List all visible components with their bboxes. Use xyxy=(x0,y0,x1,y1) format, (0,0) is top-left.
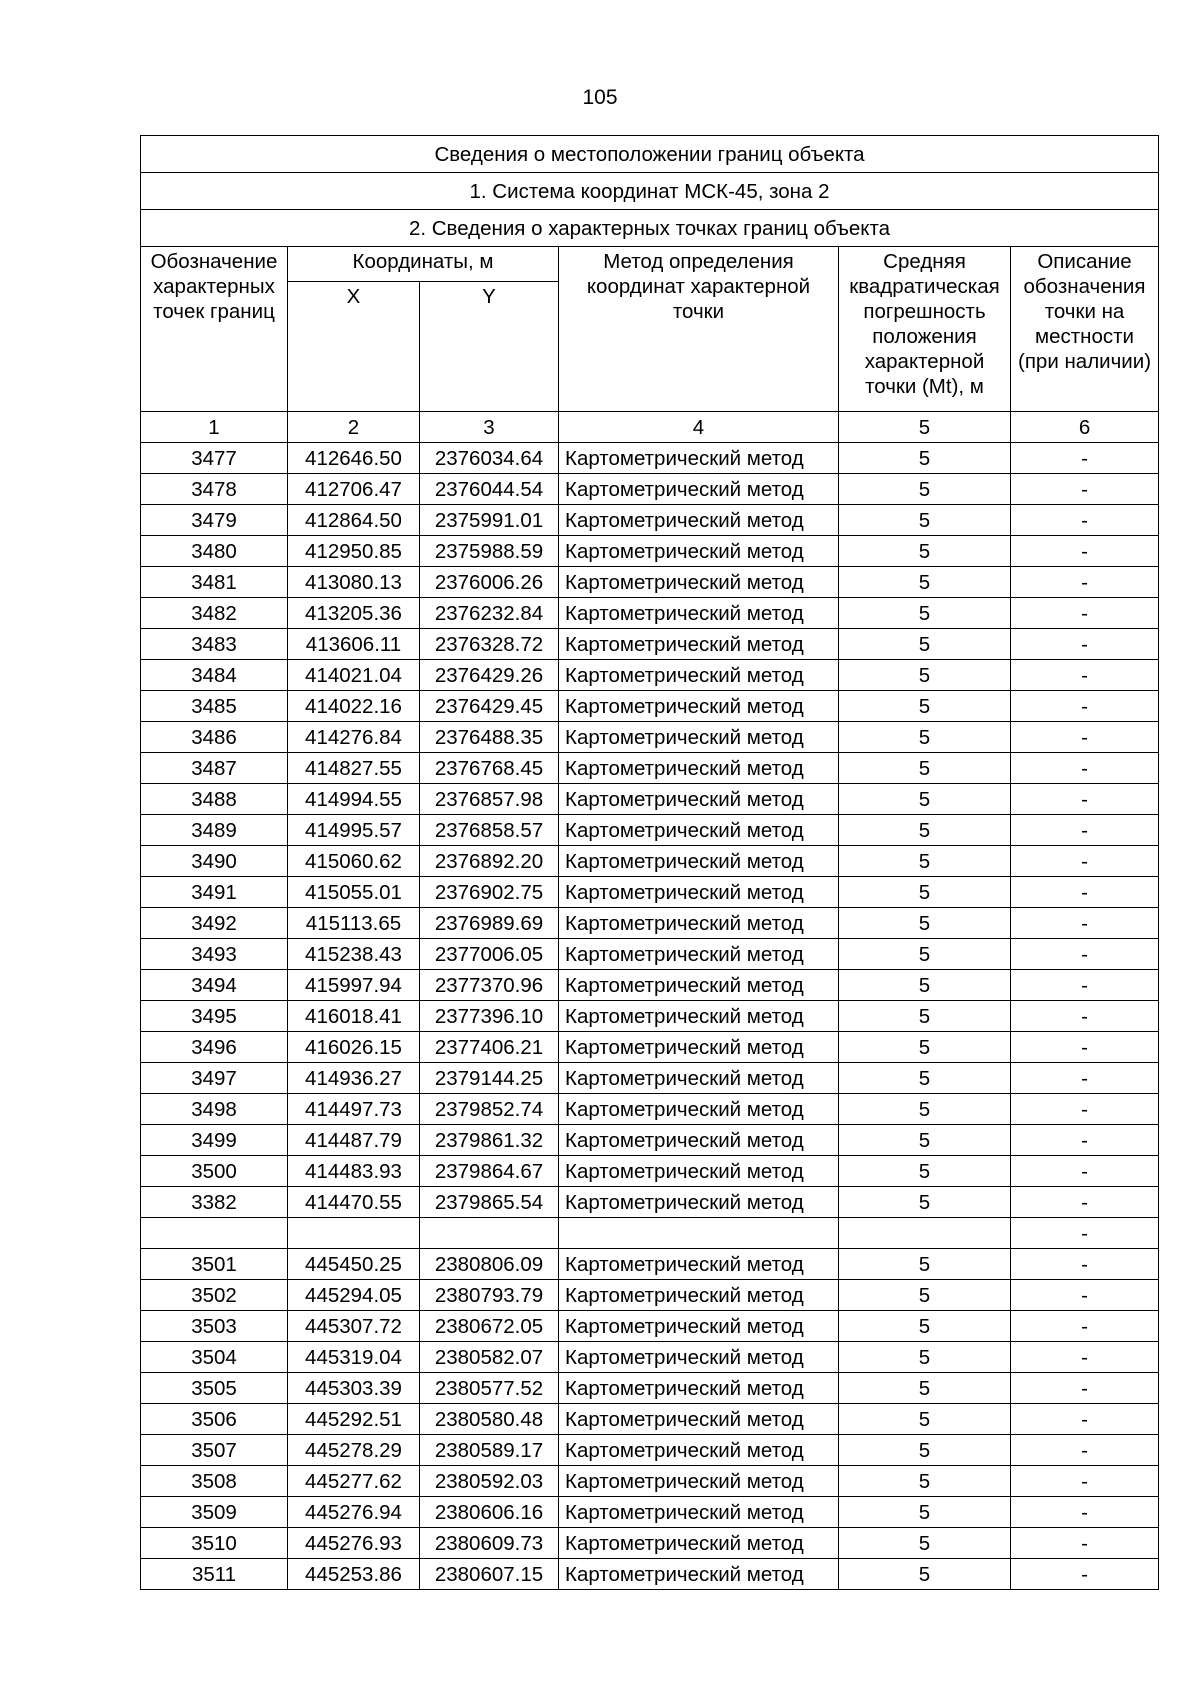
method-cell: Картометрический метод xyxy=(559,505,839,536)
y-coordinate-cell: 2377006.05 xyxy=(420,939,559,970)
point-id-cell: 3511 xyxy=(141,1559,288,1590)
description-cell: - xyxy=(1011,1094,1159,1125)
points-section-title: 2. Сведения о характерных точках границ объекта xyxy=(141,210,1159,247)
x-coordinate-cell: 412646.50 xyxy=(288,443,420,474)
description-cell: - xyxy=(1011,784,1159,815)
point-id-cell: 3479 xyxy=(141,505,288,536)
description-cell: - xyxy=(1011,939,1159,970)
error-cell: 5 xyxy=(839,629,1011,660)
x-coordinate-cell: 414994.55 xyxy=(288,784,420,815)
table-row xyxy=(141,567,1159,598)
table-row xyxy=(141,753,1159,784)
y-coordinate-cell: 2380806.09 xyxy=(420,1249,559,1280)
x-coordinate-cell: 414995.57 xyxy=(288,815,420,846)
y-coordinate-cell: 2376429.45 xyxy=(420,691,559,722)
table-row xyxy=(141,1187,1159,1218)
description-cell: - xyxy=(1011,1001,1159,1032)
point-id-cell: 3493 xyxy=(141,939,288,970)
method-cell: Картометрический метод xyxy=(559,908,839,939)
y-coordinate-cell: 2379852.74 xyxy=(420,1094,559,1125)
point-id-cell: 3506 xyxy=(141,1404,288,1435)
x-coordinate-cell: 413205.36 xyxy=(288,598,420,629)
method-cell: Картометрический метод xyxy=(559,1466,839,1497)
x-coordinate-cell: 412864.50 xyxy=(288,505,420,536)
method-cell: Картометрический метод xyxy=(559,1280,839,1311)
y-coordinate-cell: 2377406.21 xyxy=(420,1032,559,1063)
y-coordinate-cell: 2379865.54 xyxy=(420,1187,559,1218)
y-coordinate-cell: 2377370.96 xyxy=(420,970,559,1001)
point-id-cell: 3509 xyxy=(141,1497,288,1528)
description-cell: - xyxy=(1011,815,1159,846)
error-cell: 5 xyxy=(839,474,1011,505)
description-cell: - xyxy=(1011,1249,1159,1280)
error-cell: 5 xyxy=(839,1404,1011,1435)
table-row xyxy=(141,939,1159,970)
table-row xyxy=(141,1559,1159,1590)
point-id-cell: 3508 xyxy=(141,1466,288,1497)
table-row xyxy=(141,1497,1159,1528)
point-id-cell: 3477 xyxy=(141,443,288,474)
error-cell: 5 xyxy=(839,1280,1011,1311)
x-coordinate-cell: 412950.85 xyxy=(288,536,420,567)
boundary-points-table xyxy=(140,135,1159,1590)
error-cell: 5 xyxy=(839,1311,1011,1342)
description-cell: - xyxy=(1011,1435,1159,1466)
point-id-cell: 3490 xyxy=(141,846,288,877)
description-cell: - xyxy=(1011,1218,1159,1249)
point-id-cell: 3485 xyxy=(141,691,288,722)
table-row xyxy=(141,1218,1159,1249)
description-cell: - xyxy=(1011,598,1159,629)
point-id-cell xyxy=(141,1218,288,1249)
method-cell: Картометрический метод xyxy=(559,784,839,815)
method-cell: Картометрический метод xyxy=(559,1373,839,1404)
y-coordinate-cell: 2380606.16 xyxy=(420,1497,559,1528)
x-coordinate-cell: 415055.01 xyxy=(288,877,420,908)
error-cell: 5 xyxy=(839,1497,1011,1528)
point-id-cell: 3495 xyxy=(141,1001,288,1032)
table-row xyxy=(141,660,1159,691)
y-coordinate-cell: 2380592.03 xyxy=(420,1466,559,1497)
header-point-description: Описание обозначения точки на местности (при наличии) xyxy=(1011,247,1159,412)
method-cell: Картометрический метод xyxy=(559,691,839,722)
x-coordinate-cell: 445307.72 xyxy=(288,1311,420,1342)
method-cell: Картометрический метод xyxy=(559,1063,839,1094)
point-id-cell: 3503 xyxy=(141,1311,288,1342)
y-coordinate-cell: 2376044.54 xyxy=(420,474,559,505)
error-cell: 5 xyxy=(839,846,1011,877)
description-cell: - xyxy=(1011,908,1159,939)
table-row xyxy=(141,1063,1159,1094)
method-cell: Картометрический метод xyxy=(559,1094,839,1125)
x-coordinate-cell: 445276.94 xyxy=(288,1497,420,1528)
error-cell: 5 xyxy=(839,1373,1011,1404)
error-cell: 5 xyxy=(839,1466,1011,1497)
description-cell: - xyxy=(1011,691,1159,722)
description-cell: - xyxy=(1011,970,1159,1001)
method-cell: Картометрический метод xyxy=(559,443,839,474)
method-cell: Картометрический метод xyxy=(559,536,839,567)
method-cell: Картометрический метод xyxy=(559,815,839,846)
description-cell: - xyxy=(1011,567,1159,598)
x-coordinate-cell: 413080.13 xyxy=(288,567,420,598)
error-cell: 5 xyxy=(839,877,1011,908)
y-coordinate-cell: 2376429.26 xyxy=(420,660,559,691)
x-coordinate-cell: 414470.55 xyxy=(288,1187,420,1218)
point-id-cell: 3499 xyxy=(141,1125,288,1156)
point-id-cell: 3480 xyxy=(141,536,288,567)
y-coordinate-cell: 2380589.17 xyxy=(420,1435,559,1466)
method-cell: Картометрический метод xyxy=(559,567,839,598)
header-mean-square-error: Средняя квадратическая погрешность положения характерной точки (Mt), м xyxy=(839,247,1011,412)
error-cell: 5 xyxy=(839,1559,1011,1590)
error-cell: 5 xyxy=(839,1342,1011,1373)
table-row xyxy=(141,1311,1159,1342)
point-id-cell: 3482 xyxy=(141,598,288,629)
table-row xyxy=(141,908,1159,939)
description-cell: - xyxy=(1011,877,1159,908)
point-id-cell: 3487 xyxy=(141,753,288,784)
method-cell: Картометрический метод xyxy=(559,1125,839,1156)
x-coordinate-cell: 414276.84 xyxy=(288,722,420,753)
x-coordinate-cell: 412706.47 xyxy=(288,474,420,505)
description-cell: - xyxy=(1011,1063,1159,1094)
x-coordinate-cell: 445450.25 xyxy=(288,1249,420,1280)
error-cell: 5 xyxy=(839,1001,1011,1032)
y-coordinate-cell: 2377396.10 xyxy=(420,1001,559,1032)
column-number: 2 xyxy=(288,412,420,443)
x-coordinate-cell: 415113.65 xyxy=(288,908,420,939)
description-cell: - xyxy=(1011,1311,1159,1342)
description-cell: - xyxy=(1011,1559,1159,1590)
y-coordinate-cell: 2376989.69 xyxy=(420,908,559,939)
point-id-cell: 3489 xyxy=(141,815,288,846)
point-id-cell: 3486 xyxy=(141,722,288,753)
x-coordinate-cell: 413606.11 xyxy=(288,629,420,660)
table-row xyxy=(141,1032,1159,1063)
method-cell: Картометрический метод xyxy=(559,1156,839,1187)
point-id-cell: 3492 xyxy=(141,908,288,939)
error-cell xyxy=(839,1218,1011,1249)
table-row xyxy=(141,691,1159,722)
error-cell: 5 xyxy=(839,908,1011,939)
y-coordinate-cell: 2375988.59 xyxy=(420,536,559,567)
y-coordinate-cell: 2380793.79 xyxy=(420,1280,559,1311)
y-coordinate-cell: 2380580.48 xyxy=(420,1404,559,1435)
column-number: 6 xyxy=(1011,412,1159,443)
x-coordinate-cell: 445303.39 xyxy=(288,1373,420,1404)
description-cell: - xyxy=(1011,474,1159,505)
column-number: 4 xyxy=(559,412,839,443)
method-cell: Картометрический метод xyxy=(559,474,839,505)
method-cell: Картометрический метод xyxy=(559,939,839,970)
point-id-cell: 3494 xyxy=(141,970,288,1001)
x-coordinate-cell: 445319.04 xyxy=(288,1342,420,1373)
error-cell: 5 xyxy=(839,1094,1011,1125)
point-id-cell: 3510 xyxy=(141,1528,288,1559)
column-number: 5 xyxy=(839,412,1011,443)
method-cell: Картометрический метод xyxy=(559,1435,839,1466)
method-cell: Картометрический метод xyxy=(559,1342,839,1373)
method-cell: Картометрический метод xyxy=(559,598,839,629)
error-cell: 5 xyxy=(839,939,1011,970)
point-id-cell: 3491 xyxy=(141,877,288,908)
column-numbers-row xyxy=(141,412,1159,443)
method-cell: Картометрический метод xyxy=(559,1249,839,1280)
point-id-cell: 3501 xyxy=(141,1249,288,1280)
error-cell: 5 xyxy=(839,1125,1011,1156)
table-row xyxy=(141,536,1159,567)
table-row xyxy=(141,1404,1159,1435)
error-cell: 5 xyxy=(839,660,1011,691)
description-cell: - xyxy=(1011,1497,1159,1528)
point-id-cell: 3481 xyxy=(141,567,288,598)
x-coordinate-cell: 445277.62 xyxy=(288,1466,420,1497)
point-id-cell: 3502 xyxy=(141,1280,288,1311)
header-y: Y xyxy=(420,282,559,412)
table-row xyxy=(141,1528,1159,1559)
point-id-cell: 3478 xyxy=(141,474,288,505)
table-row xyxy=(141,1125,1159,1156)
header-x: X xyxy=(288,282,420,412)
page-number: 105 xyxy=(582,86,618,109)
point-id-cell: 3498 xyxy=(141,1094,288,1125)
table-row xyxy=(141,784,1159,815)
point-id-cell: 3497 xyxy=(141,1063,288,1094)
table-row xyxy=(141,598,1159,629)
y-coordinate-cell: 2380577.52 xyxy=(420,1373,559,1404)
y-coordinate-cell: 2376328.72 xyxy=(420,629,559,660)
method-cell: Картометрический метод xyxy=(559,1032,839,1063)
description-cell: - xyxy=(1011,1187,1159,1218)
x-coordinate-cell: 415997.94 xyxy=(288,970,420,1001)
description-cell: - xyxy=(1011,505,1159,536)
error-cell: 5 xyxy=(839,567,1011,598)
y-coordinate-cell: 2376892.20 xyxy=(420,846,559,877)
y-coordinate-cell: 2380672.05 xyxy=(420,1311,559,1342)
description-cell: - xyxy=(1011,443,1159,474)
column-number: 3 xyxy=(420,412,559,443)
table-row xyxy=(141,970,1159,1001)
table-row xyxy=(141,1280,1159,1311)
table-row xyxy=(141,629,1159,660)
table-row xyxy=(141,877,1159,908)
error-cell: 5 xyxy=(839,536,1011,567)
y-coordinate-cell: 2376034.64 xyxy=(420,443,559,474)
y-coordinate-cell: 2376006.26 xyxy=(420,567,559,598)
y-coordinate-cell: 2376858.57 xyxy=(420,815,559,846)
description-cell: - xyxy=(1011,536,1159,567)
description-cell: - xyxy=(1011,846,1159,877)
x-coordinate-cell: 416026.15 xyxy=(288,1032,420,1063)
table-row xyxy=(141,1156,1159,1187)
y-coordinate-cell: 2376488.35 xyxy=(420,722,559,753)
method-cell: Картометрический метод xyxy=(559,753,839,784)
table-row xyxy=(141,1094,1159,1125)
x-coordinate-cell xyxy=(288,1218,420,1249)
description-cell: - xyxy=(1011,629,1159,660)
description-cell: - xyxy=(1011,722,1159,753)
method-cell: Картометрический метод xyxy=(559,1001,839,1032)
table-row xyxy=(141,1466,1159,1497)
table-row xyxy=(141,1435,1159,1466)
method-cell: Картометрический метод xyxy=(559,846,839,877)
point-id-cell: 3507 xyxy=(141,1435,288,1466)
table-row xyxy=(141,1001,1159,1032)
y-coordinate-cell: 2375991.01 xyxy=(420,505,559,536)
point-id-cell: 3496 xyxy=(141,1032,288,1063)
error-cell: 5 xyxy=(839,1032,1011,1063)
x-coordinate-cell: 445278.29 xyxy=(288,1435,420,1466)
method-cell: Картометрический метод xyxy=(559,629,839,660)
y-coordinate-cell: 2376857.98 xyxy=(420,784,559,815)
description-cell: - xyxy=(1011,1156,1159,1187)
point-id-cell: 3504 xyxy=(141,1342,288,1373)
table-body xyxy=(141,443,1159,1590)
point-id-cell: 3382 xyxy=(141,1187,288,1218)
method-cell: Картометрический метод xyxy=(559,1528,839,1559)
point-id-cell: 3484 xyxy=(141,660,288,691)
x-coordinate-cell: 414022.16 xyxy=(288,691,420,722)
description-cell: - xyxy=(1011,1404,1159,1435)
x-coordinate-cell: 415060.62 xyxy=(288,846,420,877)
error-cell: 5 xyxy=(839,691,1011,722)
method-cell: Картометрический метод xyxy=(559,970,839,1001)
point-id-cell: 3488 xyxy=(141,784,288,815)
table-row xyxy=(141,1373,1159,1404)
y-coordinate-cell: 2376232.84 xyxy=(420,598,559,629)
method-cell: Картометрический метод xyxy=(559,722,839,753)
error-cell: 5 xyxy=(839,598,1011,629)
x-coordinate-cell: 445253.86 xyxy=(288,1559,420,1590)
method-cell: Картометрический метод xyxy=(559,1311,839,1342)
table-row xyxy=(141,505,1159,536)
point-id-cell: 3483 xyxy=(141,629,288,660)
table-row xyxy=(141,722,1159,753)
header-point-designation: Обозначение характерных точек границ xyxy=(141,247,288,412)
error-cell: 5 xyxy=(839,1187,1011,1218)
y-coordinate-cell: 2379144.25 xyxy=(420,1063,559,1094)
coordinate-system-title: 1. Система координат МСК-45, зона 2 xyxy=(141,173,1159,210)
description-cell: - xyxy=(1011,660,1159,691)
method-cell: Картометрический метод xyxy=(559,877,839,908)
description-cell: - xyxy=(1011,1032,1159,1063)
description-cell: - xyxy=(1011,753,1159,784)
error-cell: 5 xyxy=(839,1249,1011,1280)
error-cell: 5 xyxy=(839,1063,1011,1094)
description-cell: - xyxy=(1011,1125,1159,1156)
table-row xyxy=(141,846,1159,877)
table-row xyxy=(141,1342,1159,1373)
table-title: Сведения о местоположении границ объекта xyxy=(141,136,1159,173)
y-coordinate-cell: 2376902.75 xyxy=(420,877,559,908)
y-coordinate-cell: 2379864.67 xyxy=(420,1156,559,1187)
x-coordinate-cell: 414497.73 xyxy=(288,1094,420,1125)
error-cell: 5 xyxy=(839,815,1011,846)
table-row xyxy=(141,815,1159,846)
x-coordinate-cell: 445294.05 xyxy=(288,1280,420,1311)
table-row xyxy=(141,1249,1159,1280)
header-method: Метод определения координат характерной точки xyxy=(559,247,839,412)
table-row xyxy=(141,443,1159,474)
error-cell: 5 xyxy=(839,443,1011,474)
error-cell: 5 xyxy=(839,1156,1011,1187)
error-cell: 5 xyxy=(839,970,1011,1001)
error-cell: 5 xyxy=(839,505,1011,536)
error-cell: 5 xyxy=(839,1435,1011,1466)
error-cell: 5 xyxy=(839,753,1011,784)
x-coordinate-cell: 416018.41 xyxy=(288,1001,420,1032)
y-coordinate-cell: 2380607.15 xyxy=(420,1559,559,1590)
table-row xyxy=(141,474,1159,505)
method-cell: Картометрический метод xyxy=(559,660,839,691)
error-cell: 5 xyxy=(839,784,1011,815)
error-cell: 5 xyxy=(839,722,1011,753)
x-coordinate-cell: 414936.27 xyxy=(288,1063,420,1094)
x-coordinate-cell: 414021.04 xyxy=(288,660,420,691)
point-id-cell: 3505 xyxy=(141,1373,288,1404)
y-coordinate-cell: 2380582.07 xyxy=(420,1342,559,1373)
point-id-cell: 3500 xyxy=(141,1156,288,1187)
y-coordinate-cell: 2376768.45 xyxy=(420,753,559,784)
header-coordinates: Координаты, м xyxy=(288,247,559,282)
description-cell: - xyxy=(1011,1280,1159,1311)
y-coordinate-cell: 2380609.73 xyxy=(420,1528,559,1559)
x-coordinate-cell: 415238.43 xyxy=(288,939,420,970)
x-coordinate-cell: 414483.93 xyxy=(288,1156,420,1187)
description-cell: - xyxy=(1011,1466,1159,1497)
column-number: 1 xyxy=(141,412,288,443)
method-cell: Картометрический метод xyxy=(559,1559,839,1590)
y-coordinate-cell xyxy=(420,1218,559,1249)
method-cell: Картометрический метод xyxy=(559,1497,839,1528)
method-cell xyxy=(559,1218,839,1249)
description-cell: - xyxy=(1011,1342,1159,1373)
x-coordinate-cell: 445276.93 xyxy=(288,1528,420,1559)
x-coordinate-cell: 414827.55 xyxy=(288,753,420,784)
method-cell: Картометрический метод xyxy=(559,1404,839,1435)
error-cell: 5 xyxy=(839,1528,1011,1559)
method-cell: Картометрический метод xyxy=(559,1187,839,1218)
y-coordinate-cell: 2379861.32 xyxy=(420,1125,559,1156)
description-cell: - xyxy=(1011,1528,1159,1559)
description-cell: - xyxy=(1011,1373,1159,1404)
x-coordinate-cell: 445292.51 xyxy=(288,1404,420,1435)
x-coordinate-cell: 414487.79 xyxy=(288,1125,420,1156)
